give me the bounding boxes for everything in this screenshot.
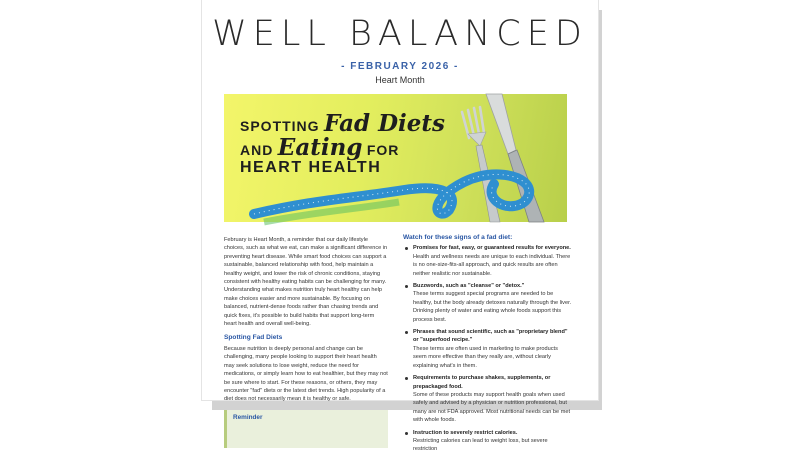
banner-word-and: AND — [240, 142, 274, 159]
sign-body: Some of these products may support health goals when used safely and advised by a physician or nutrition professional, but many are not FDA approved. Most nutritional needs can be met with whole foods. — [413, 391, 571, 424]
sign-body: These terms are often used in marketing to make products seem more effective than they really are, without clearly explaining what's in them. — [413, 345, 558, 369]
right-column — [403, 234, 573, 458]
banner-word-fad-diets: Fad Diets — [324, 110, 445, 137]
sign-title: Buzzwords, such as "cleanse" or "detox." — [413, 283, 525, 290]
masthead-title: WELL BALANCED — [212, 14, 588, 54]
sign-title: Instruction to severely restrict calories. — [413, 429, 518, 436]
fork-neck — [468, 132, 486, 146]
knife-blade — [486, 94, 516, 154]
reminder-label: Reminder — [233, 413, 263, 421]
newsletter-page — [202, 0, 598, 453]
signs-list — [403, 244, 573, 453]
signs-heading: Watch for these signs of a fad diet: — [403, 234, 513, 241]
sign-title: Requirements to purchase shakes, supplements, or prepackaged food. — [413, 375, 551, 390]
banner-word-eating: Eating — [277, 134, 363, 162]
banner-line-3: HEART HEALTH — [240, 159, 382, 177]
banner-word-for: FOR — [366, 142, 400, 159]
reminder-box — [224, 410, 388, 448]
left-column — [224, 236, 388, 448]
intro-paragraph: February is Heart Month, a reminder that our daily lifestyle choices, such as what we eat, can make a significant difference in preventing heart disease. While smart food choices can support a sustainable, balanced relationship with food, help maintain a healthy weight, and lower the risk of chronic conditions, staying consistent with healthy eating habits can be challenging for many. Understanding what makes nutrition truly heart healthy can help make choices easier and more sustainable. By focusing on balanced, nutrient-dense foods rather than chasing trends and quick fixes, it's possible to build habits that support long-term heart health and overall well-being. — [224, 237, 388, 328]
list-item — [403, 282, 573, 324]
sign-body: Restricting calories can lead to weight loss, but severe restriction — [413, 437, 548, 453]
banner-word-spotting: SPOTTING — [240, 118, 320, 134]
banner-line-2 — [240, 136, 430, 160]
issue-topic: Heart Month — [375, 75, 425, 85]
spotting-paragraph: Because nutrition is deeply personal and change can be challenging, many people looking to support their heart health may seek solutions to lose weight, reduce the need for medications, or simply learn how to eat healthier, but they may not be sure where to start. For these reasons, or others, they may encounter "fad" diets or the latest diet trends. High popularity of a diet does not necessarily mean it is healthy or safe. — [224, 345, 388, 403]
sign-body: Health and wellness needs are unique to each individual. There is no one-size-fits-all approach, and quick results are often neither realistic nor sustainable. — [413, 253, 571, 277]
sign-title: Promises for fast, easy, or guaranteed results for everyone. — [413, 245, 571, 252]
list-item — [403, 244, 573, 278]
hero-banner — [224, 94, 567, 222]
banner-headline — [240, 110, 445, 177]
sign-body: These terms suggest special programs are needed to be healthy, but the body already detoxes naturally through the liver. Drinking plenty of water and eating whole foods support this process best. — [413, 291, 572, 323]
list-item — [403, 429, 573, 454]
list-item — [403, 374, 573, 424]
spotting-heading: Spotting Fad Diets — [224, 334, 283, 342]
issue-date: - FEBRUARY 2026 - — [341, 61, 459, 72]
sign-title: Phrases that sound scientific, such as "proprietary blend" or "superfood recipe." — [413, 329, 568, 344]
banner-line-1 — [240, 110, 445, 137]
list-item — [403, 328, 573, 370]
